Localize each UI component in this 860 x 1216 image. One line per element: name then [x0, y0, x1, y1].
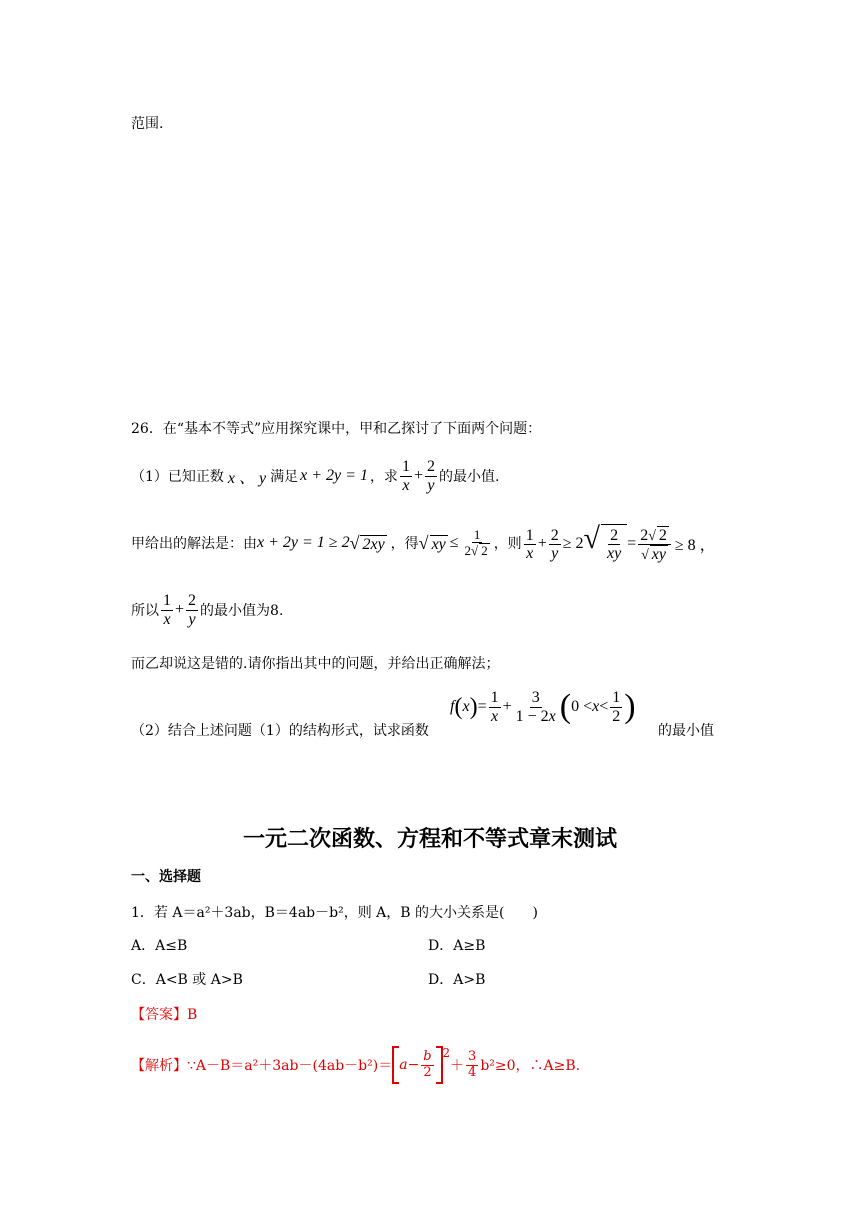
jia-step1-radicand: 2xy — [362, 535, 385, 553]
part1-ask: ，求 — [369, 469, 398, 485]
q26-part1 — [131, 454, 499, 498]
so-prefix: 所以 — [131, 603, 159, 619]
jia-solution: 甲给出的解法是：由 x + 2y = 1 ≥ 2 √ 2xy ，得 √ xy ≤ $\frac{1}{2√ 2}$ ，则 $\frac{1}{x}$ + $\frac{2}{y}$ ≥ 2√ $\frac{2}{xy}$ = $\frac{2√ 2}{√ xy}$ ≥ 8 ， — [131, 522, 716, 564]
continuation-text: 范围. — [131, 116, 164, 132]
option-d-second: D．A>B — [428, 972, 486, 988]
part1-expression: $\frac{1}{x}$ + $\frac{2}{y}$ — [401, 457, 435, 494]
analysis-line: 【解析】 ∵A－B＝a²＋3ab－(4ab－b²)＝ a − $\frac{b}{2}$ $^2$ ＋ $\frac{3}{4}$ b²≥0，∴A≥B. — [131, 1040, 580, 1090]
so-line — [131, 588, 283, 632]
analysis-post: b²≥0，∴A≥B. — [480, 1058, 581, 1074]
yi-text: 而乙却说这是错的.请你指出其中的问题，并给出正确解法； — [131, 656, 500, 672]
analysis-coefficient: $\frac{3}{4}$ — [468, 1049, 477, 1080]
option-d-first: D．A≥B — [428, 938, 486, 954]
jia-bound-frac: $\frac{1}{2√ 2}$ — [464, 526, 488, 558]
page-title: 一元二次函数、方程和不等式章末测试 — [242, 827, 617, 852]
part1-condition: x + 2y = 1 — [300, 467, 368, 484]
analysis-plus: ＋ — [450, 1058, 465, 1074]
jia-le: ≤ — [449, 534, 459, 551]
jia-prefix: 甲给出的解法是：由 — [131, 536, 257, 552]
so-suffix: 的最小值为8. — [200, 603, 284, 619]
answer-label: 【答案】 — [131, 1007, 187, 1023]
answer-line — [131, 1004, 197, 1024]
analysis-square-term: a − $\frac{b}{2}$ — [399, 1049, 432, 1080]
part1-goal: 的最小值. — [438, 469, 500, 485]
q26-intro: 26．在“基本不等式”应用探究课中，甲和乙探讨了下面两个问题： — [131, 421, 542, 437]
analysis-pre: ∵A－B＝a²＋3ab－(4ab－b²)＝ — [187, 1058, 393, 1074]
part1-prefix: （1）已知正数 — [131, 469, 224, 485]
part2-suffix: 的最小值 — [658, 723, 714, 739]
jia-get: ，得 — [390, 536, 419, 552]
question-1-stem: 1．若 A＝a²＋3ab，B＝4ab－b²，则 A，B 的大小关系是( ) — [131, 905, 538, 921]
option-c: C．A<B 或 A>B — [131, 972, 243, 988]
option-a: A．A≤B — [131, 938, 188, 954]
section-heading: 一、选择题 — [131, 869, 201, 885]
part2-text: （2）结合上述问题（1）的结构形式，试求函数 — [131, 723, 429, 739]
jia-ge8: ≥ 8 ， — [674, 536, 716, 554]
analysis-label: 【解析】 — [131, 1058, 187, 1074]
part1-vars: x 、 y — [227, 469, 267, 487]
jia-expression: $\frac{1}{x}$ + $\frac{2}{y}$ ≥ 2√ $\frac{2}{xy}$ = $\frac{2√ 2}{√ xy}$ — [522, 522, 673, 563]
part2-function: f ( x ) = $\frac{1}{x}$ + $\frac{3}{1 - 2x}$ ( 0 < x < $\frac{1}{2}$ ) — [450, 688, 636, 725]
part1-cond-label: 满足 — [270, 469, 299, 485]
jia-step1: x + 2y = 1 ≥ 2 — [257, 534, 350, 551]
jia-then: ，则 — [493, 536, 522, 552]
so-expression: $\frac{1}{x}$ + $\frac{2}{y}$ — [163, 591, 197, 628]
answer-value: B — [187, 1007, 198, 1023]
